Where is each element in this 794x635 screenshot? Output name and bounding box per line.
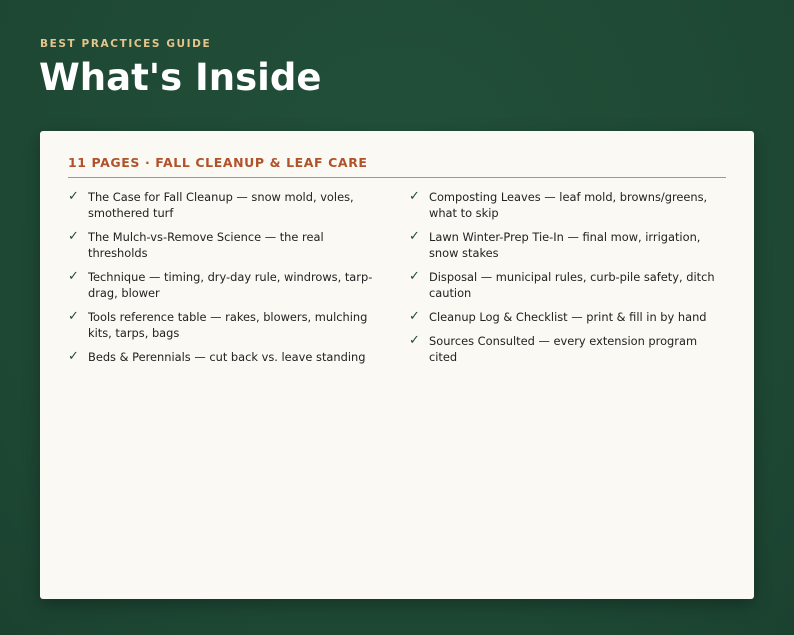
contents-list-left (68, 189, 384, 373)
list-item-text: The Mulch-vs-Remove Science — the real thresholds (88, 230, 324, 260)
list-item-text: Cleanup Log & Checklist — print & fill in by hand (429, 310, 707, 324)
check-icon: ✓ (68, 309, 79, 324)
check-icon: ✓ (68, 269, 79, 284)
check-icon: ✓ (68, 229, 79, 244)
list-item (68, 269, 384, 301)
card-heading: 11 PAGES · FALL CLEANUP & LEAF CARE (68, 155, 368, 170)
heading-divider (68, 177, 726, 178)
list-item (409, 333, 727, 365)
check-icon: ✓ (409, 269, 420, 284)
list-item-text: Beds & Perennials — cut back vs. leave standing (88, 350, 366, 364)
list-item (68, 349, 384, 365)
list-item (409, 309, 727, 325)
list-item-text: Sources Consulted — every extension program cited (429, 334, 698, 364)
list-item-text: Tools reference table — rakes, blowers, mulching kits, tarps, bags (88, 310, 368, 340)
contents-list-right (409, 189, 727, 373)
list-item (68, 229, 384, 261)
list-item (68, 309, 384, 341)
list-item-text: The Case for Fall Cleanup — snow mold, voles, smothered turf (88, 190, 354, 220)
check-icon: ✓ (68, 189, 79, 204)
list-item-text: Technique — timing, dry-day rule, windrows, tarp-drag, blower (88, 270, 373, 300)
list-item (409, 229, 727, 261)
list-item-text: Composting Leaves — leaf mold, browns/greens, what to skip (429, 190, 708, 220)
list-item (68, 189, 384, 221)
list-item (409, 269, 727, 301)
eyebrow-label: BEST PRACTICES GUIDE (40, 38, 212, 50)
list-item-text: Disposal — municipal rules, curb-pile safety, ditch caution (429, 270, 715, 300)
contents-card (40, 131, 754, 599)
check-icon: ✓ (409, 229, 420, 244)
list-item-text: Lawn Winter-Prep Tie-In — final mow, irrigation, snow stakes (429, 230, 701, 260)
check-icon: ✓ (68, 349, 79, 364)
check-icon: ✓ (409, 189, 420, 204)
check-icon: ✓ (409, 309, 420, 324)
check-icon: ✓ (409, 333, 420, 348)
page-title: What's Inside (39, 56, 322, 99)
list-item (409, 189, 727, 221)
